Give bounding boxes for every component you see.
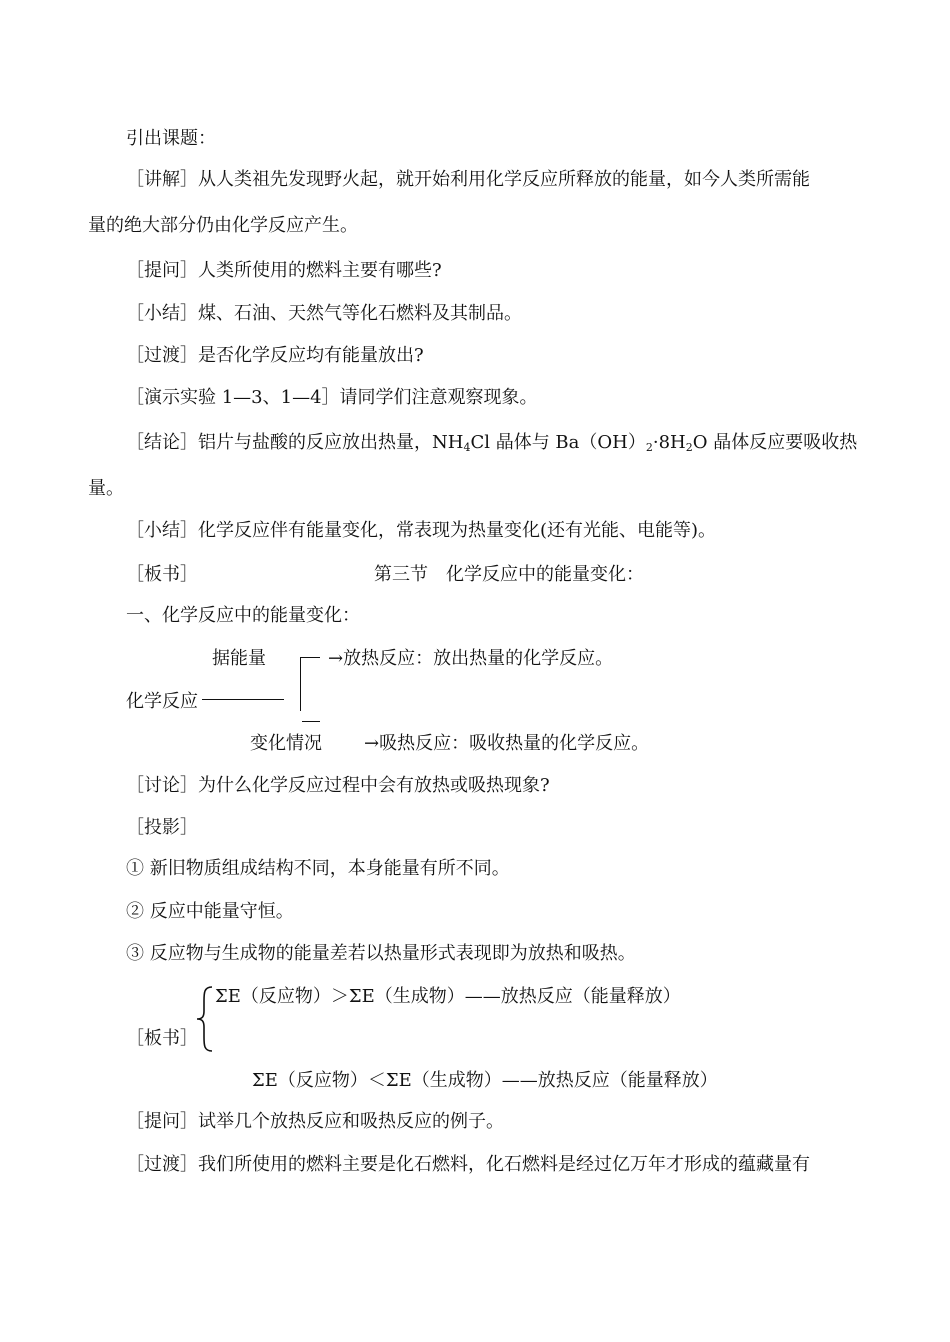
jiangjie-line-cont: 量的绝大部分仍由化学反应产生。 (88, 215, 358, 236)
conclusion-text-4: O 晶体反应要吸收热 (692, 432, 858, 453)
question-line-1: ［提问］人类所使用的燃料主要有哪些? (126, 260, 442, 281)
exothermic-definition: →放热反应：放出热量的化学反应。 (328, 648, 614, 669)
subscript-2a: 2 (645, 441, 653, 454)
demo-experiment-line: ［演示实验 1—3、1—4］请同学们注意观察现象。 (126, 387, 538, 408)
conclusion-text-3: ·8H (652, 432, 686, 453)
diagram-vertical-bar (300, 657, 301, 711)
section-title: 第三节 化学反应中的能量变化： (374, 564, 644, 585)
summary-line-2: ［小结］化学反应伴有能量变化，常表现为热量变化(还有光能、电能等)。 (126, 520, 717, 541)
intro-line: 引出课题： (126, 128, 216, 149)
board-label-1: ［板书］ (126, 564, 198, 585)
question-line-2: ［提问］试举几个放热反应和吸热反应的例子。 (126, 1111, 504, 1132)
section-heading: 一、化学反应中的能量变化： (126, 605, 360, 626)
diagram-top-label: 据能量 (212, 648, 266, 669)
transition-line-2: ［过渡］我们所使用的燃料主要是化石燃料，化石燃料是经过亿万年才形成的蕴藏量有 (126, 1154, 810, 1175)
comparison-line-2: ΣE（反应物）＜ΣE（生成物）——放热反应（能量释放） (252, 1070, 718, 1091)
summary-line-1: ［小结］煤、石油、天然气等化石燃料及其制品。 (126, 303, 522, 324)
point-2: ② 反应中能量守恒。 (126, 901, 294, 922)
conclusion-text-2: Cl 晶体与 Ba（OH） (470, 432, 646, 453)
comparison-line-1: ΣE（反应物）＞ΣE（生成物）——放热反应（能量释放） (215, 986, 681, 1007)
subscript-2b: 2 (685, 441, 693, 454)
conclusion-line (126, 431, 857, 460)
diagram-left-label: 化学反应 (126, 691, 198, 712)
diagram-bottom-label: 变化情况 (250, 733, 322, 754)
conclusion-text-1: ［结论］铝片与盐酸的反应放出热量，NH (126, 432, 464, 453)
diagram-top-branch (300, 657, 320, 658)
conclusion-line-cont: 量。 (88, 478, 124, 499)
point-3: ③ 反应物与生成物的能量差若以热量形式表现即为放热和吸热。 (126, 943, 636, 964)
diagram-bottom-branch (302, 721, 320, 722)
projection-label: ［投影］ (126, 817, 198, 838)
board-label-2: ［板书］ (126, 1028, 198, 1049)
discussion-line: ［讨论］为什么化学反应过程中会有放热或吸热现象? (126, 775, 550, 796)
curly-brace-icon (194, 985, 216, 1053)
endothermic-definition: →吸热反应：吸收热量的化学反应。 (364, 733, 650, 754)
subscript-4: 4 (463, 441, 471, 454)
diagram-stem-line (202, 699, 284, 700)
jiangjie-line: ［讲解］从人类祖先发现野火起，就开始利用化学反应所释放的能量，如今人类所需能 (126, 169, 810, 190)
point-1: ① 新旧物质组成结构不同，本身能量有所不同。 (126, 858, 510, 879)
transition-line-1: ［过渡］是否化学反应均有能量放出? (126, 345, 424, 366)
